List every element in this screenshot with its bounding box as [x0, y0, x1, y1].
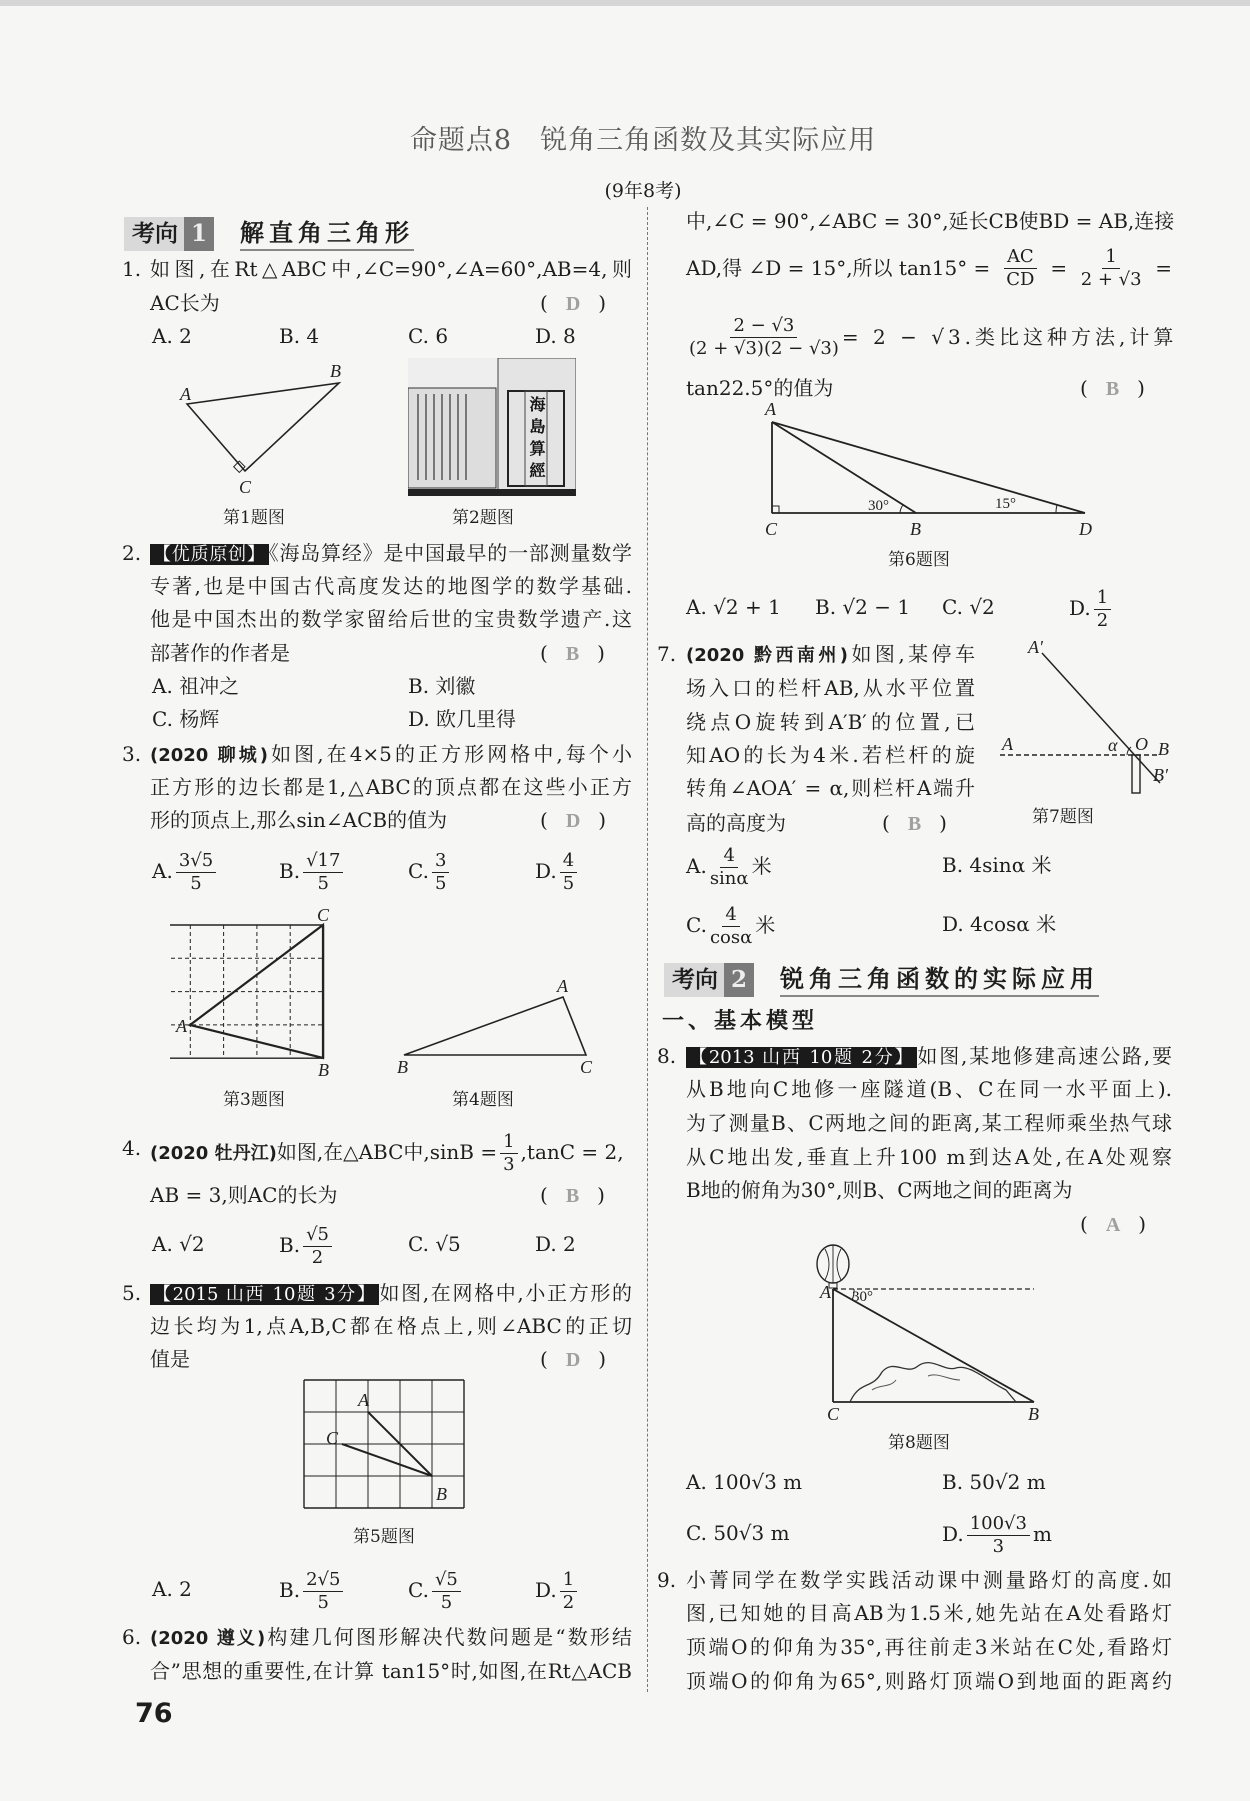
question-text: $\frac{2 - √3}{(2 + √3)(2 - √3)}$ = 2 − √3.类比这种方法,计算 — [689, 314, 1178, 359]
question-text: 场入口的栏杆AB,从水平位置 — [686, 676, 975, 700]
source-tag: (2020 遵义) — [150, 1628, 266, 1649]
book-cover-title: 海島算經 — [527, 396, 546, 484]
question-text: AD,得 ∠D = 15°,所以 tan15° = $\frac{AC}{CD}$ = $\frac{1}{2 + √3}$ = — [686, 245, 1172, 290]
column-divider — [647, 207, 648, 1692]
svg-text:15°: 15° — [995, 496, 1016, 512]
svg-text:C: C — [239, 477, 252, 497]
figure-caption: 第2题图 — [452, 508, 514, 528]
svg-text:A: A — [358, 1390, 369, 1410]
question-number: 1. — [122, 257, 142, 281]
svg-text:A: A — [820, 1282, 831, 1302]
section-header-1 — [124, 216, 414, 252]
question-number: 4. — [122, 1136, 142, 1160]
option-a: A. 2 — [152, 1577, 192, 1601]
question-number: 3. — [122, 742, 142, 766]
question-number: 5. — [122, 1281, 142, 1305]
question-text: 从B地向C地修一座隧道(B、C在同一水平面上). — [686, 1077, 1172, 1101]
svg-text:30°: 30° — [852, 1289, 873, 1305]
figure-caption: 第5题图 — [353, 1527, 415, 1547]
subsection-title: 一、基本模型 — [662, 1008, 819, 1034]
question-text: 边长均为1,点A,B,C都在格点上,则∠ABC的正切 — [150, 1314, 632, 1338]
option-c: C. 50√3 m — [686, 1521, 790, 1545]
option-a: A. 祖冲之 — [152, 674, 240, 698]
svg-text:A: A — [1002, 734, 1013, 754]
option-b: B. 刘徽 — [408, 674, 476, 698]
figure-1-triangle — [160, 355, 380, 500]
answer: D — [565, 810, 581, 832]
section-number: 1 — [184, 217, 214, 251]
section-header-2 — [664, 962, 1099, 998]
figure-caption: 第1题图 — [223, 508, 285, 528]
answer-bracket: ( B ) — [540, 641, 605, 665]
answer-bracket: ( B ) — [540, 1183, 605, 1207]
answer: B — [1105, 378, 1120, 400]
question-text: 顶端O的仰角为35°,再往前走3米站在C处,看路灯 — [686, 1635, 1172, 1659]
answer-bracket: ( A ) — [1080, 1212, 1147, 1236]
question-text: 顶端O的仰角为65°,则路灯顶端O到地面的距离约 — [686, 1669, 1172, 1693]
svg-text:B: B — [397, 1057, 408, 1075]
answer-bracket: ( B ) — [882, 811, 947, 835]
figure-2-book-image — [408, 358, 576, 496]
option-d: D. 2 — [535, 1232, 576, 1256]
question-number: 8. — [657, 1044, 677, 1068]
svg-text:B: B — [330, 361, 341, 381]
option-c: C. $\frac{4}{\cos\alpha}$ 米 — [686, 904, 776, 948]
svg-text:C: C — [827, 1404, 840, 1420]
question-text: (2020 牡丹江)如图,在△ABC中,sinB = $\frac{1}{3}$ ,tanC = 2, — [150, 1131, 624, 1175]
option-d: D. $\frac{4}{5}$ — [535, 850, 580, 890]
figure-caption: 第4题图 — [452, 1090, 514, 1110]
answer: D — [565, 293, 581, 315]
answer-bracket: ( D ) — [540, 808, 607, 832]
svg-text:C: C — [317, 905, 330, 925]
answer-bracket: ( B ) — [1080, 376, 1145, 400]
svg-text:D: D — [1079, 519, 1092, 535]
question-number: 6. — [122, 1625, 142, 1649]
answer-bracket: ( D ) — [540, 1347, 607, 1371]
svg-text:α: α — [1108, 735, 1118, 755]
question-text: (2020 遵义)构建几何图形解决代数问题是“数形结 — [150, 1625, 632, 1649]
answer-bracket: ( D ) — [540, 291, 607, 315]
source-tag: 【2013 山西 10题 2分】 — [686, 1047, 917, 1068]
option-d: D. $\frac{1}{2}$ — [535, 1569, 580, 1609]
source-tag: (2020 黔西南州) — [686, 645, 849, 666]
question-number: 2. — [122, 541, 142, 565]
option-d: D. $\frac{100√3}{3}$ m — [942, 1513, 1052, 1557]
question-text: 如图,在Rt△ABC中,∠C=90°,∠A=60°,AB=4,则 — [150, 257, 632, 281]
option-c: C. 6 — [408, 324, 449, 348]
question-text: 部著作的作者是 — [150, 641, 290, 665]
question-text: 【2015 山西 10题 3分】 如图,在网格中,小正方形的 — [150, 1276, 632, 1310]
question-text: 中,∠C = 90°,∠ABC = 30°,延长CB使BD = AB,连接 — [686, 209, 1175, 233]
option-d: D. 8 — [535, 324, 576, 348]
section-title: 锐角三角函数的实际应用 — [780, 963, 1099, 997]
answer: A — [1105, 1214, 1121, 1236]
option-c: C. $\frac{√5}{5}$ — [408, 1569, 464, 1609]
option-c: C. √2 — [942, 595, 995, 619]
scan-edge — [0, 0, 1250, 6]
figure-3-grid — [170, 900, 370, 1080]
option-a: A. 2 — [152, 324, 192, 348]
question-number: 7. — [657, 642, 677, 666]
figure-caption: 第7题图 — [1032, 807, 1094, 827]
answer: B — [565, 1185, 580, 1207]
source-tag: 【优质原创】 — [150, 544, 269, 565]
option-d: D. $\frac{1}{2}$ — [1069, 587, 1114, 627]
figure-7-barrier — [990, 635, 1180, 800]
question-text: AC长为 — [150, 291, 220, 315]
option-a: A. $\frac{3√5}{5}$ — [152, 850, 219, 890]
figure-caption: 第3题图 — [223, 1090, 285, 1110]
svg-text:B: B — [1158, 739, 1169, 759]
question-text: 从C地出发,垂直上升100 m到达A处,在A处观察 — [686, 1145, 1172, 1169]
svg-text:A: A — [765, 400, 776, 419]
svg-text:C: C — [765, 519, 778, 535]
source-tag: (2020 聊城) — [150, 745, 269, 766]
answer: D — [565, 1349, 581, 1371]
question-text: 小菁同学在数学实践活动课中测量路灯的高度.如 — [686, 1568, 1172, 1592]
answer: B — [565, 643, 580, 665]
option-b: B. √2 − 1 — [815, 595, 911, 619]
option-b: B. $\frac{√5}{2}$ — [279, 1224, 335, 1264]
question-text: B地的俯角为30°,则B、C两地之间的距离为 — [686, 1178, 1073, 1202]
figure-caption: 第8题图 — [888, 1433, 950, 1453]
page-number: 76 — [135, 1698, 173, 1729]
question-text: 值是 — [150, 1347, 190, 1371]
question-text: 形的顶点上,那么sin∠ACB的值为 — [150, 808, 448, 832]
answer: B — [907, 813, 922, 835]
question-text: 【优质原创】 《海岛算经》是中国最早的一部测量数学 — [150, 536, 632, 570]
figure-caption: 第6题图 — [888, 550, 950, 570]
question-text: tan22.5°的值为 — [686, 376, 834, 400]
section-tag: 考向 — [124, 217, 184, 251]
option-a: A. 100√3 m — [686, 1470, 803, 1494]
question-text: 专著,也是中国古代高度发达的地图学的数学基础. — [150, 574, 632, 598]
svg-text:30°: 30° — [868, 498, 889, 514]
option-c: C. √5 — [408, 1232, 461, 1256]
svg-text:B: B — [910, 519, 921, 535]
source-tag: 【2015 山西 10题 3分】 — [150, 1284, 379, 1305]
question-text: 知AO的长为4米.若栏杆的旋 — [686, 743, 975, 767]
question-text: 【2013 山西 10题 2分】 如图,某地修建高速公路,要 — [686, 1039, 1172, 1073]
figure-6-triangles — [755, 400, 1105, 535]
option-b: B. $\frac{√17}{5}$ — [279, 850, 346, 890]
page-subtitle: (9年8考) — [604, 180, 682, 202]
svg-text:B: B — [1028, 1404, 1039, 1420]
question-text: 图,已知她的目高AB为1.5米,她先站在A处看路灯 — [686, 1601, 1172, 1625]
svg-text:A: A — [176, 1016, 187, 1036]
question-text: (2020 聊城)如图,在4×5的正方形网格中,每个小 — [150, 742, 632, 766]
svg-text:A: A — [557, 980, 568, 996]
svg-text:A: A — [180, 384, 191, 404]
question-text: AB = 3,则AC的长为 — [150, 1183, 338, 1207]
option-a: A. √2 — [152, 1232, 205, 1256]
svg-text:O: O — [1135, 734, 1148, 754]
svg-text:C: C — [580, 1057, 593, 1075]
option-d: D. 4cosα 米 — [942, 912, 1057, 936]
svg-text:B: B — [436, 1484, 447, 1504]
figure-4-triangle — [395, 980, 605, 1075]
question-text: (2020 黔西南州)如图,某停车 — [686, 642, 975, 666]
question-text: 转角∠AOA′ = α,则栏杆A端升 — [686, 776, 975, 800]
figure-5-grid — [300, 1375, 475, 1520]
option-c: C. 杨辉 — [152, 707, 220, 731]
svg-text:C: C — [326, 1428, 339, 1448]
svg-text:B: B — [318, 1060, 329, 1080]
page-title: 命题点8 锐角三角函数及其实际应用 — [409, 125, 877, 156]
option-b: B. 4sinα 米 — [942, 853, 1052, 877]
question-text: 高的高度为 — [686, 811, 786, 835]
option-c: C. $\frac{3}{5}$ — [408, 850, 452, 890]
question-text: 绕点O旋转到A′B′的位置,已 — [686, 710, 975, 734]
question-text: 合”思想的重要性,在计算 tan15°时,如图,在Rt△ACB — [150, 1659, 632, 1683]
svg-text:A′: A′ — [1028, 637, 1043, 657]
question-text: 他是中国杰出的数学家留给后世的宝贵数学遗产.这 — [150, 607, 632, 631]
option-b: B. $\frac{2√5}{5}$ — [279, 1569, 346, 1609]
option-a: A. $\frac{4}{\sin\alpha}$ 米 — [686, 845, 772, 889]
section-tag: 考向 — [664, 963, 724, 997]
option-a: A. √2 + 1 — [686, 595, 781, 619]
question-text: 为了测量B、C两地之间的距离,某工程师乘坐热气球 — [686, 1111, 1172, 1135]
option-d: D. 欧几里得 — [408, 707, 517, 731]
section-title: 解直角三角形 — [240, 217, 414, 251]
svg-text:B′: B′ — [1153, 765, 1168, 785]
figure-8-balloon — [810, 1240, 1050, 1420]
option-b: B. 4 — [279, 324, 320, 348]
question-text: 正方形的边长都是1,△ABC的顶点都在这些小正方 — [150, 775, 632, 799]
question-number: 9. — [657, 1568, 677, 1592]
section-number: 2 — [724, 963, 754, 997]
option-b: B. 50√2 m — [942, 1470, 1046, 1494]
